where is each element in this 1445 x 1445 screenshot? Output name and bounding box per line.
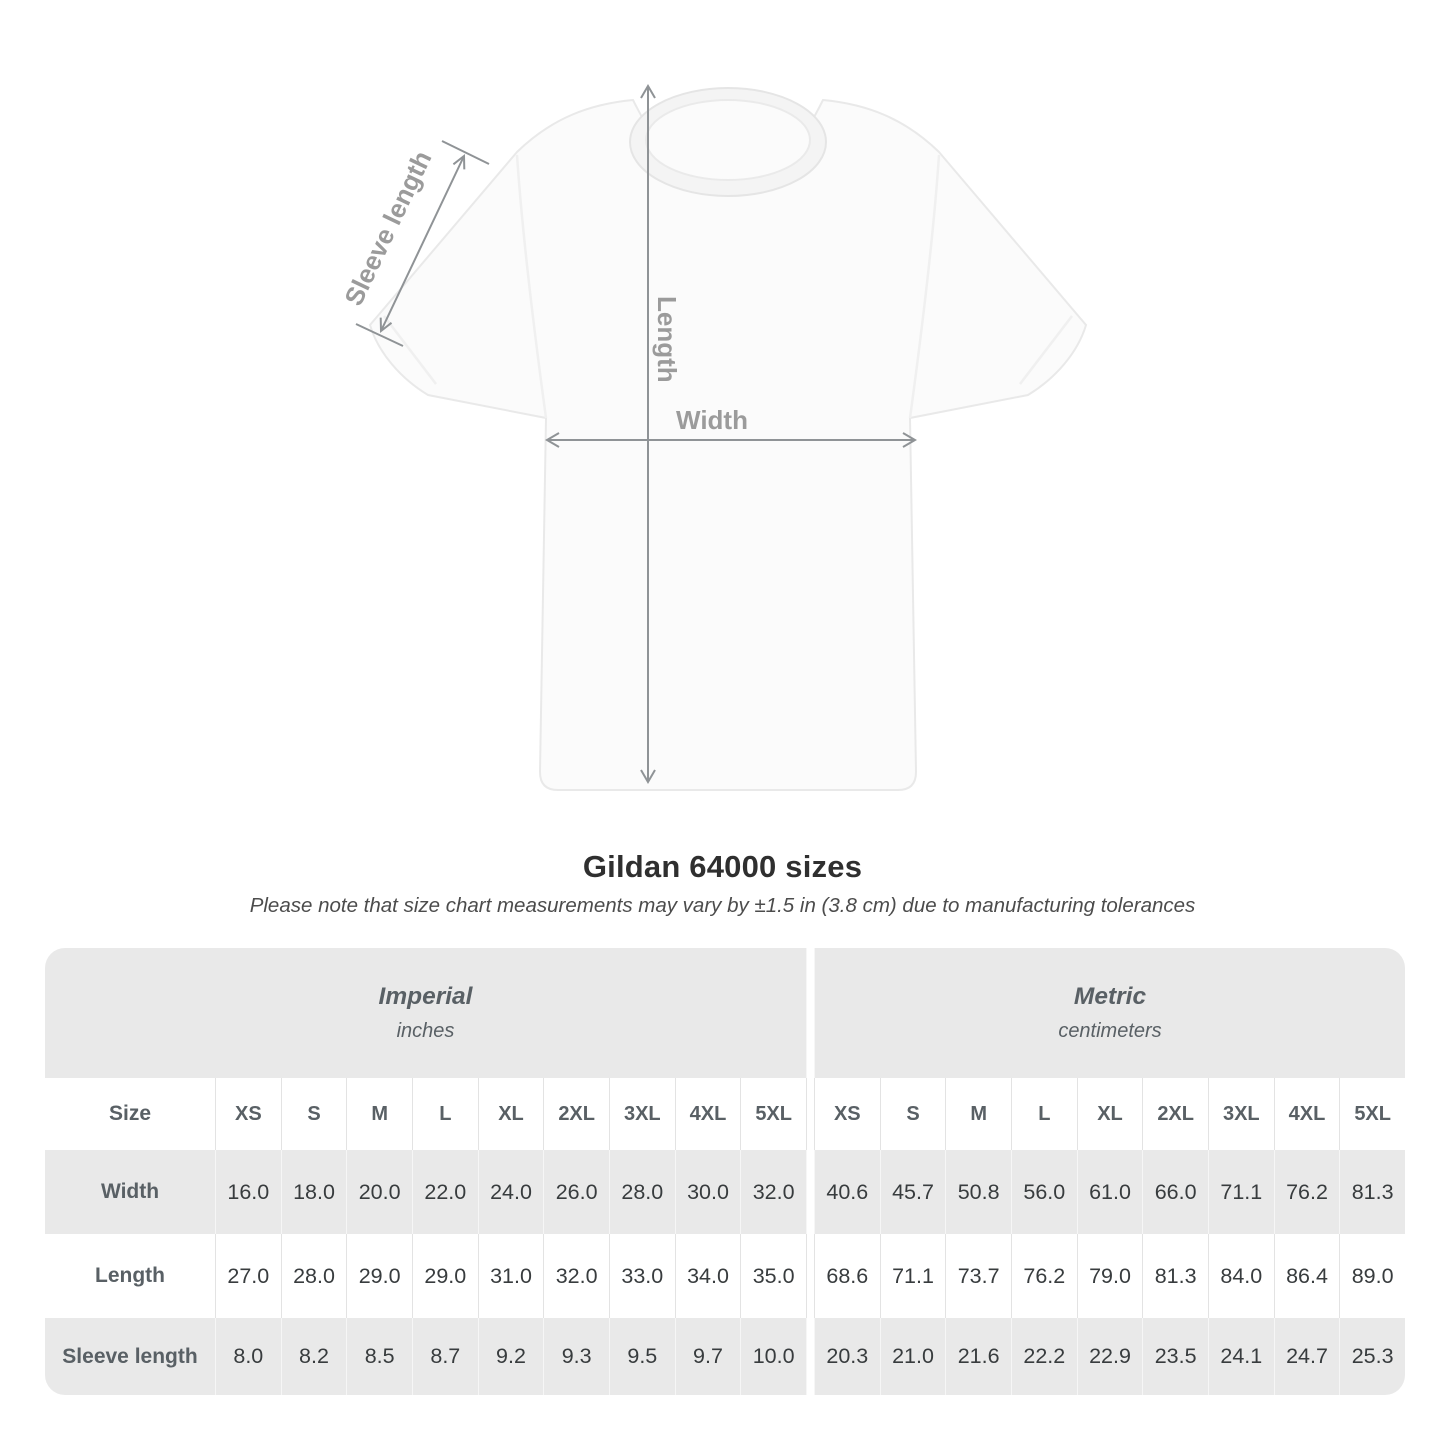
metric-value-cell: 61.0 <box>1077 1150 1143 1234</box>
imperial-value-cell: 22.0 <box>412 1150 478 1234</box>
imperial-value-cell: 29.0 <box>346 1234 412 1318</box>
imperial-value-cell: 34.0 <box>675 1234 741 1318</box>
metric-value-cell: 50.8 <box>945 1150 1011 1234</box>
table-divider-gap <box>806 1078 814 1150</box>
imperial-value-cell: 8.7 <box>412 1318 478 1395</box>
measurement-label: Sleeve length <box>45 1318 215 1395</box>
metric-value-cell: 20.3 <box>814 1318 880 1395</box>
imperial-value-cell: 33.0 <box>609 1234 675 1318</box>
width-label: Width <box>676 405 748 435</box>
metric-value-cell: 79.0 <box>1077 1234 1143 1318</box>
size-col-header: 4XL <box>1274 1078 1340 1150</box>
size-col-header: 5XL <box>1339 1078 1405 1150</box>
size-col-header: 5XL <box>740 1078 806 1150</box>
metric-value-cell: 86.4 <box>1274 1234 1340 1318</box>
size-col-header: XL <box>1077 1078 1143 1150</box>
size-col-header: 3XL <box>1208 1078 1274 1150</box>
size-col-header: XL <box>478 1078 544 1150</box>
imperial-value-cell: 32.0 <box>543 1234 609 1318</box>
metric-value-cell: 25.3 <box>1339 1318 1405 1395</box>
metric-value-cell: 22.9 <box>1077 1318 1143 1395</box>
imperial-value-cell: 26.0 <box>543 1150 609 1234</box>
imperial-value-cell: 9.7 <box>675 1318 741 1395</box>
metric-value-cell: 84.0 <box>1208 1234 1274 1318</box>
imperial-value-cell: 30.0 <box>675 1150 741 1234</box>
metric-value-cell: 81.3 <box>1142 1234 1208 1318</box>
imperial-band <box>45 948 806 1078</box>
metric-value-cell: 81.3 <box>1339 1150 1405 1234</box>
metric-label: Metric <box>1073 983 1147 1010</box>
imperial-value-cell: 20.0 <box>346 1150 412 1234</box>
metric-value-cell: 45.7 <box>880 1150 946 1234</box>
size-col-header: S <box>880 1078 946 1150</box>
imperial-value-cell: 32.0 <box>740 1150 806 1234</box>
metric-value-cell: 76.2 <box>1274 1150 1340 1234</box>
imperial-value-cell: 8.0 <box>215 1318 281 1395</box>
metric-value-cell: 23.5 <box>1142 1318 1208 1395</box>
table-divider-gap <box>806 1234 814 1318</box>
size-col-header: M <box>945 1078 1011 1150</box>
metric-value-cell: 24.7 <box>1274 1318 1340 1395</box>
length-label: Length <box>652 296 682 383</box>
size-col-header: S <box>281 1078 347 1150</box>
tolerance-note: Please note that size chart measurements may vary by ±1.5 in (3.8 cm) due to manufacturing tolerances <box>249 894 1196 917</box>
metric-value-cell: 71.1 <box>1208 1150 1274 1234</box>
metric-band <box>814 948 1405 1078</box>
imperial-unit: inches <box>396 1020 455 1042</box>
imperial-value-cell: 24.0 <box>478 1150 544 1234</box>
metric-value-cell: 66.0 <box>1142 1150 1208 1234</box>
measurement-row <box>45 1318 1405 1395</box>
metric-value-cell: 24.1 <box>1208 1318 1274 1395</box>
metric-value-cell: 21.6 <box>945 1318 1011 1395</box>
size-col-header: XS <box>215 1078 281 1150</box>
size-col-header: L <box>412 1078 478 1150</box>
size-col-header: 4XL <box>675 1078 741 1150</box>
measurement-label: Length <box>45 1234 215 1318</box>
measurement-label: Width <box>45 1150 215 1234</box>
metric-value-cell: 76.2 <box>1011 1234 1077 1318</box>
imperial-value-cell: 8.2 <box>281 1318 347 1395</box>
imperial-value-cell: 29.0 <box>412 1234 478 1318</box>
metric-value-cell: 56.0 <box>1011 1150 1077 1234</box>
size-column-label: Size <box>45 1078 215 1150</box>
unit-band-row <box>45 948 1405 1078</box>
imperial-value-cell: 10.0 <box>740 1318 806 1395</box>
imperial-value-cell: 8.5 <box>346 1318 412 1395</box>
table-divider-gap <box>806 948 814 1078</box>
table-divider-gap <box>806 1318 814 1395</box>
imperial-value-cell: 9.5 <box>609 1318 675 1395</box>
imperial-label: Imperial <box>378 983 473 1010</box>
tshirt-body <box>370 100 1086 790</box>
metric-value-cell: 71.1 <box>880 1234 946 1318</box>
imperial-value-cell: 35.0 <box>740 1234 806 1318</box>
size-header-row <box>45 1078 1405 1150</box>
imperial-value-cell: 9.3 <box>543 1318 609 1395</box>
size-col-header: 2XL <box>543 1078 609 1150</box>
metric-value-cell: 89.0 <box>1339 1234 1405 1318</box>
size-col-header: L <box>1011 1078 1077 1150</box>
size-col-header: 2XL <box>1142 1078 1208 1150</box>
metric-unit: centimeters <box>1058 1020 1162 1042</box>
size-table <box>45 948 1405 1395</box>
size-col-header: M <box>346 1078 412 1150</box>
imperial-value-cell: 28.0 <box>281 1234 347 1318</box>
sleeve-length-label: Sleeve length <box>338 146 438 311</box>
imperial-value-cell: 16.0 <box>215 1150 281 1234</box>
measurement-row <box>45 1150 1405 1234</box>
size-col-header: XS <box>814 1078 880 1150</box>
table-divider-gap <box>806 1150 814 1234</box>
metric-value-cell: 21.0 <box>880 1318 946 1395</box>
imperial-value-cell: 18.0 <box>281 1150 347 1234</box>
tshirt-collar-inner <box>646 100 810 180</box>
metric-value-cell: 22.2 <box>1011 1318 1077 1395</box>
metric-value-cell: 73.7 <box>945 1234 1011 1318</box>
measurement-row <box>45 1234 1405 1318</box>
size-col-header: 3XL <box>609 1078 675 1150</box>
metric-value-cell: 40.6 <box>814 1150 880 1234</box>
imperial-value-cell: 9.2 <box>478 1318 544 1395</box>
imperial-value-cell: 28.0 <box>609 1150 675 1234</box>
imperial-value-cell: 31.0 <box>478 1234 544 1318</box>
page-title: Gildan 64000 sizes <box>582 849 863 884</box>
metric-value-cell: 68.6 <box>814 1234 880 1318</box>
imperial-value-cell: 27.0 <box>215 1234 281 1318</box>
